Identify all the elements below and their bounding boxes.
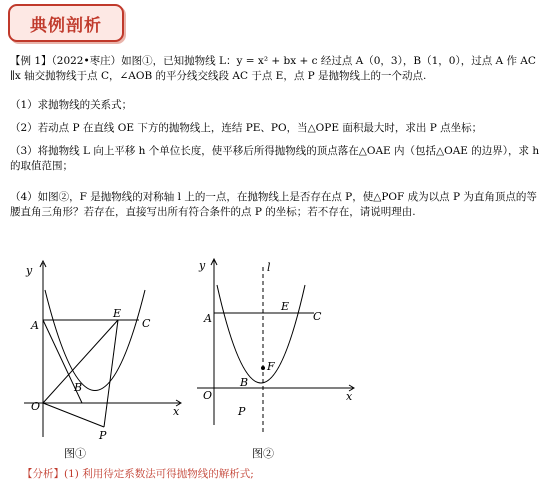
question-1: （1）求抛物线的关系式； bbox=[10, 99, 133, 111]
section-badge-label: 典例剖析 bbox=[30, 15, 102, 36]
analysis-line: 【分析】(1) 利用待定系数法可得抛物线的解析式; bbox=[22, 468, 254, 480]
label-l: l bbox=[267, 261, 271, 274]
label-c: C bbox=[313, 310, 322, 323]
label-e: E bbox=[281, 300, 290, 313]
label-x: x bbox=[173, 405, 180, 418]
label-y: y bbox=[26, 264, 33, 277]
label-c: C bbox=[142, 317, 151, 330]
question-2: （2）若动点 P 在直线 OE 下方的抛物线上，连结 PE、PO，当△OPE 面积最大时，求出 P 点坐标； bbox=[10, 122, 483, 134]
label-p: P bbox=[238, 405, 246, 418]
label-b: B bbox=[74, 381, 83, 394]
figure-1-diagram bbox=[22, 255, 187, 440]
figure-1-caption: 图① bbox=[64, 447, 86, 460]
label-a: A bbox=[31, 319, 39, 332]
question-4: （4）如图②，F 是抛物线的对称轴 l 上的一点，在抛物线上是否存在点 P，使△POF 成为以点 P 为直角顶点的等腰直角三角形？若存在，直接写出所有符合条件的点 P 的坐标；若不存在，请说明理由. bbox=[10, 191, 537, 218]
figure-2-diagram bbox=[195, 255, 360, 440]
label-f: F bbox=[267, 360, 275, 373]
figure-2-caption: 图② bbox=[252, 447, 274, 460]
segment-op bbox=[43, 403, 104, 427]
section-badge bbox=[8, 4, 124, 42]
label-b: B bbox=[240, 376, 249, 389]
label-o: O bbox=[203, 389, 213, 402]
label-x: x bbox=[346, 390, 353, 403]
label-o: O bbox=[31, 400, 41, 413]
parabola bbox=[45, 290, 145, 391]
label-y: y bbox=[199, 259, 206, 272]
label-p: P bbox=[99, 429, 107, 440]
label-a: A bbox=[204, 312, 212, 325]
question-3: （3）将抛物线 L 向上平移 h 个单位长度，使平移后所得抛物线的顶点落在△OAE 内（包括△OAE 的边界），求 h 的取值范围； bbox=[10, 145, 540, 172]
label-e: E bbox=[113, 307, 122, 320]
problem-statement: 【例 1】（2022•枣庄）如图①，已知抛物线 L：y = x² + bx + c 经过点 A（0，3），B（1，0），过点 A 作 AC ∥x 轴交抛物线于点 C，∠AOB 的平分线交线段 AC 于点 E，点 P 是抛物线上的一个动点. bbox=[10, 55, 536, 82]
parabola bbox=[217, 285, 305, 383]
point-f bbox=[261, 366, 265, 370]
